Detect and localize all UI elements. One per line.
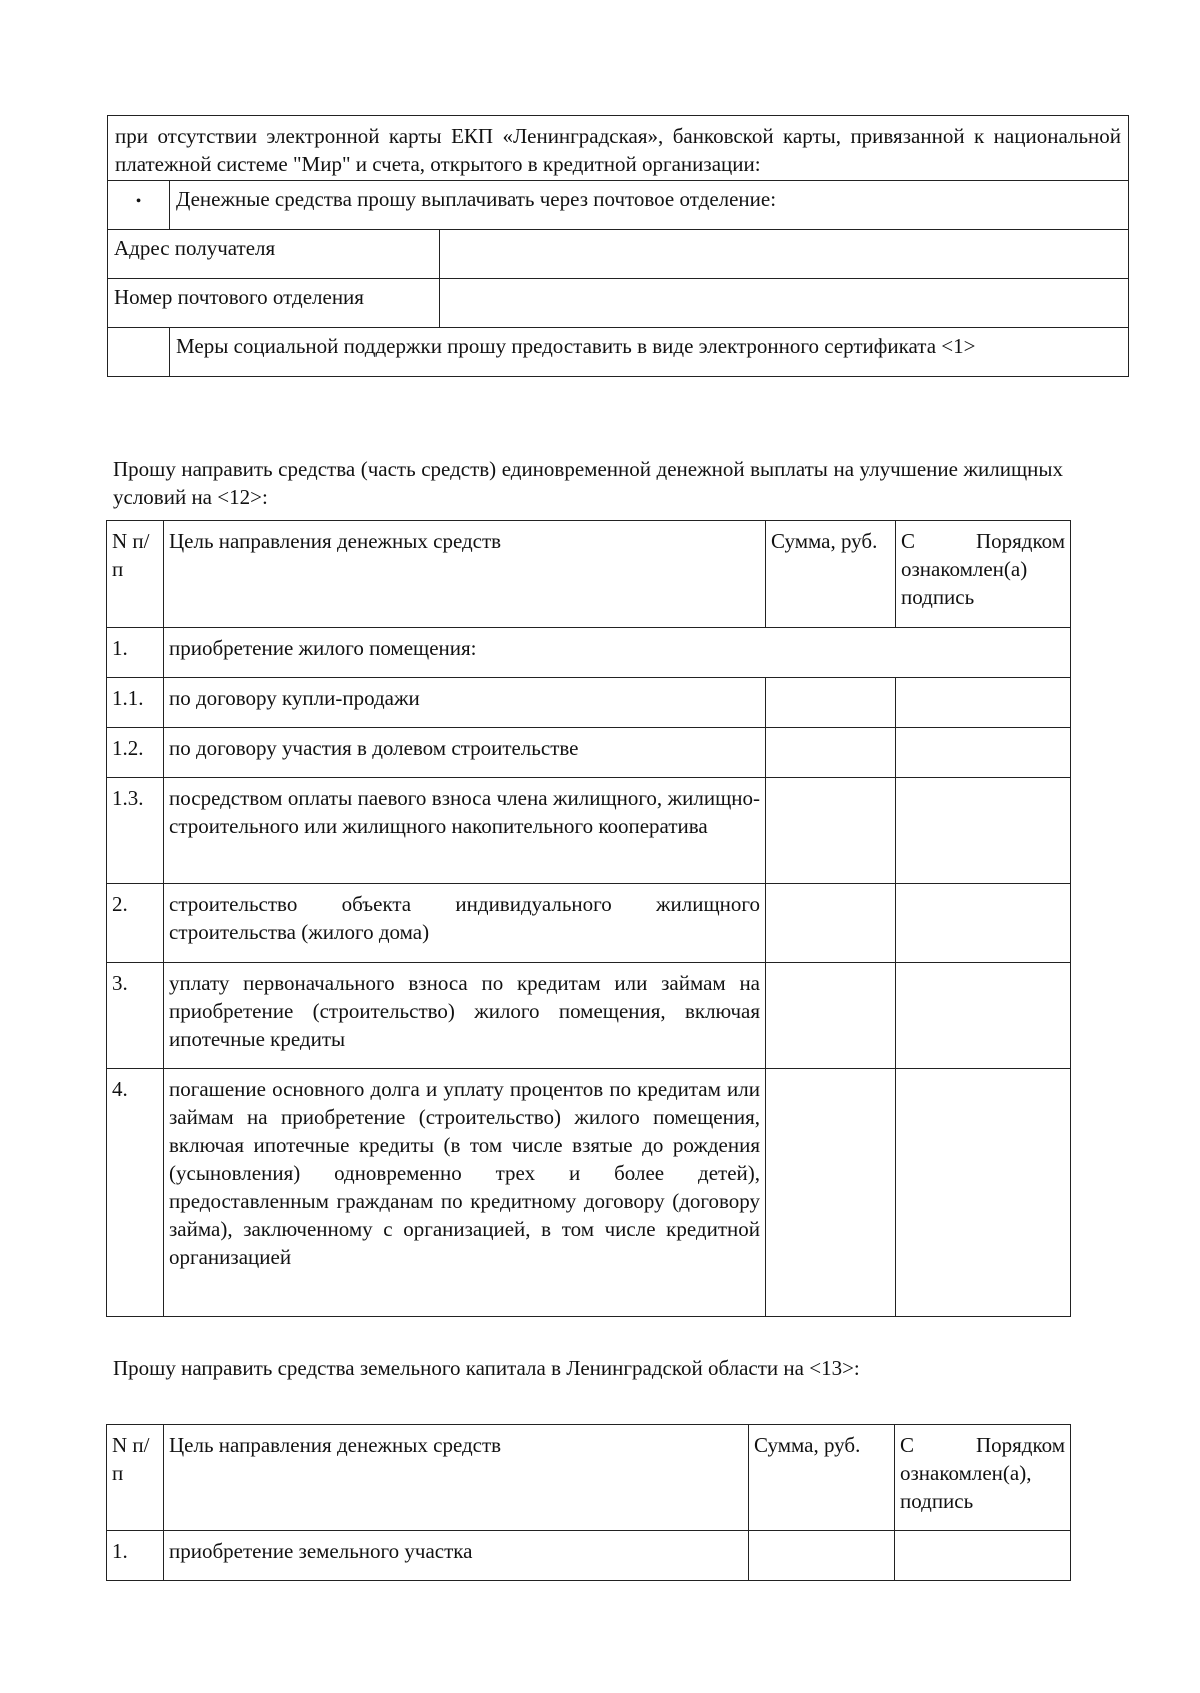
sum-cell[interactable] <box>766 728 896 778</box>
table-row <box>107 963 1071 1069</box>
header-sum: Сумма, руб. <box>749 1425 895 1531</box>
table-row <box>107 678 1071 728</box>
row-num: 2. <box>107 884 164 963</box>
sum-cell[interactable] <box>766 884 896 963</box>
table-row <box>107 728 1071 778</box>
signature-cell[interactable] <box>895 1531 1071 1581</box>
sum-cell[interactable] <box>749 1531 895 1581</box>
header-goal: Цель направления денежных средств <box>164 1425 749 1531</box>
post-option-label: Денежные средства прошу выплачивать через почтовое отделение: <box>170 181 1129 230</box>
row-goal: уплату первоначального взноса по кредитам или займам на приобретение (строительство) жилого помещения, включая ипотечные кредиты <box>164 963 766 1069</box>
sum-cell[interactable] <box>766 778 896 884</box>
row-goal: посредством оплаты паевого взноса члена жилищного, жилищно-строительного или жилищного накопительного кооператива <box>164 778 766 884</box>
row-goal: погашение основного долга и уплату процентов по кредитам или займам на приобретение (строительство) жилого помещения, включая ипотечные кредиты (в том числе взятые до рождения (усыновления) одновременно трех и более детей), предоставленным гражданам по кредитному договору (договору займа), заключенному с организацией, в том числе кредитной организацией <box>164 1069 766 1317</box>
sum-cell[interactable] <box>766 678 896 728</box>
signature-cell[interactable] <box>896 678 1071 728</box>
row-goal: по договору участия в долевом строительстве <box>164 728 766 778</box>
payment-intro-text: при отсутствии электронной карты ЕКП «Ленинградская», банковской карты, привязанной к национальной платежной системе "Мир" и счета, открытого в кредитной организации: <box>108 116 1129 181</box>
signature-cell[interactable] <box>896 778 1071 884</box>
signature-cell[interactable] <box>896 963 1071 1069</box>
row-goal: приобретение земельного участка <box>164 1531 749 1581</box>
header-goal: Цель направления денежных средств <box>164 521 766 628</box>
certificate-checkbox[interactable] <box>108 328 170 377</box>
post-checkbox[interactable] <box>108 181 170 230</box>
row-num: 3. <box>107 963 164 1069</box>
row-num: 4. <box>107 1069 164 1317</box>
table-row <box>107 884 1071 963</box>
housing-payment-table <box>106 520 1071 1317</box>
row-num: 1. <box>107 1531 164 1581</box>
post-checkbox-mark: • <box>135 193 142 210</box>
section3-heading: Прошу направить средства земельного капитала в Ленинградской области на <13>: <box>113 1356 860 1380</box>
signature-cell[interactable] <box>896 1069 1071 1317</box>
certificate-option-label: Меры социальной поддержки прошу предоставить в виде электронного сертификата <1> <box>170 328 1129 377</box>
sum-cell[interactable] <box>766 1069 896 1317</box>
payment-method-table <box>107 115 1129 377</box>
signature-cell[interactable] <box>896 884 1071 963</box>
header-sign: С Порядком ознакомлен(а) подпись <box>896 521 1071 628</box>
row-num: 1. <box>107 628 164 678</box>
land-capital-table <box>106 1424 1071 1581</box>
table-row <box>107 1531 1071 1581</box>
header-num: N п/п <box>107 521 164 628</box>
table-row <box>107 778 1071 884</box>
header-sign: С Порядком ознакомлен(а), подпись <box>895 1425 1071 1531</box>
address-label: Адрес получателя <box>108 230 440 279</box>
header-num: N п/п <box>107 1425 164 1531</box>
row-goal: строительство объекта индивидуального жилищного строительства (жилого дома) <box>164 884 766 963</box>
row-num: 1.3. <box>107 778 164 884</box>
post-office-label: Номер почтового отделения <box>108 279 440 328</box>
row-num: 1.1. <box>107 678 164 728</box>
address-field[interactable] <box>440 230 1129 279</box>
table-row <box>107 1069 1071 1317</box>
row-num: 1.2. <box>107 728 164 778</box>
header-sum: Сумма, руб. <box>766 521 896 628</box>
sum-cell[interactable] <box>766 963 896 1069</box>
row-goal: приобретение жилого помещения: <box>164 628 1071 678</box>
post-office-field[interactable] <box>440 279 1129 328</box>
section2-heading: Прошу направить средства (часть средств) единовременной денежной выплаты на улучшение жилищных условий на <12>: <box>113 457 1063 509</box>
row-goal: по договору купли-продажи <box>164 678 766 728</box>
signature-cell[interactable] <box>896 728 1071 778</box>
